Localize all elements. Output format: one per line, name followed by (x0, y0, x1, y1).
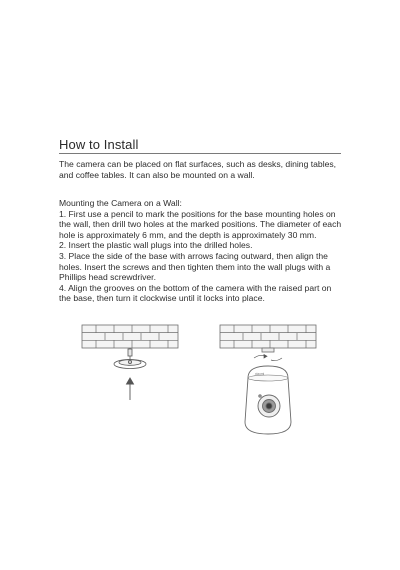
intro-text: The camera can be placed on flat surfaces, such as desks, dining tables, and coffee tables. It can also be mounted on a wall. (59, 159, 337, 180)
wall-base-mounting-illustration (80, 320, 180, 410)
intro-paragraph (59, 159, 344, 180)
step-2: 2. Insert the plastic wall plugs into the drilled holes. (59, 240, 253, 251)
step-4: 4. Align the grooves on the bottom of the camera with the raised part on the base, then turn it clockwise until it locks into place. (59, 282, 332, 304)
step-1: 1. First use a pencil to mark the positions for the base mounting holes on the wall, then drill two holes at the marked positions. The diameter of each hole is approximately 6 mm, and the depth is approximately 30 mm. (59, 208, 342, 240)
camera-twist-lock-illustration (218, 320, 318, 438)
step-3: 3. Place the side of the base with arrows facing outward, then align the holes. Insert the screws and then tighten them into the wall plugs with a Phillips head screwdriver. (59, 250, 331, 283)
title-divider (59, 153, 341, 154)
camera-brand-mark: xiaomi (255, 372, 265, 376)
wall-mount-heading: Mounting the Camera on a Wall: (59, 198, 182, 208)
wall-mount-instructions (59, 198, 344, 304)
page-title: How to Install (59, 137, 139, 152)
